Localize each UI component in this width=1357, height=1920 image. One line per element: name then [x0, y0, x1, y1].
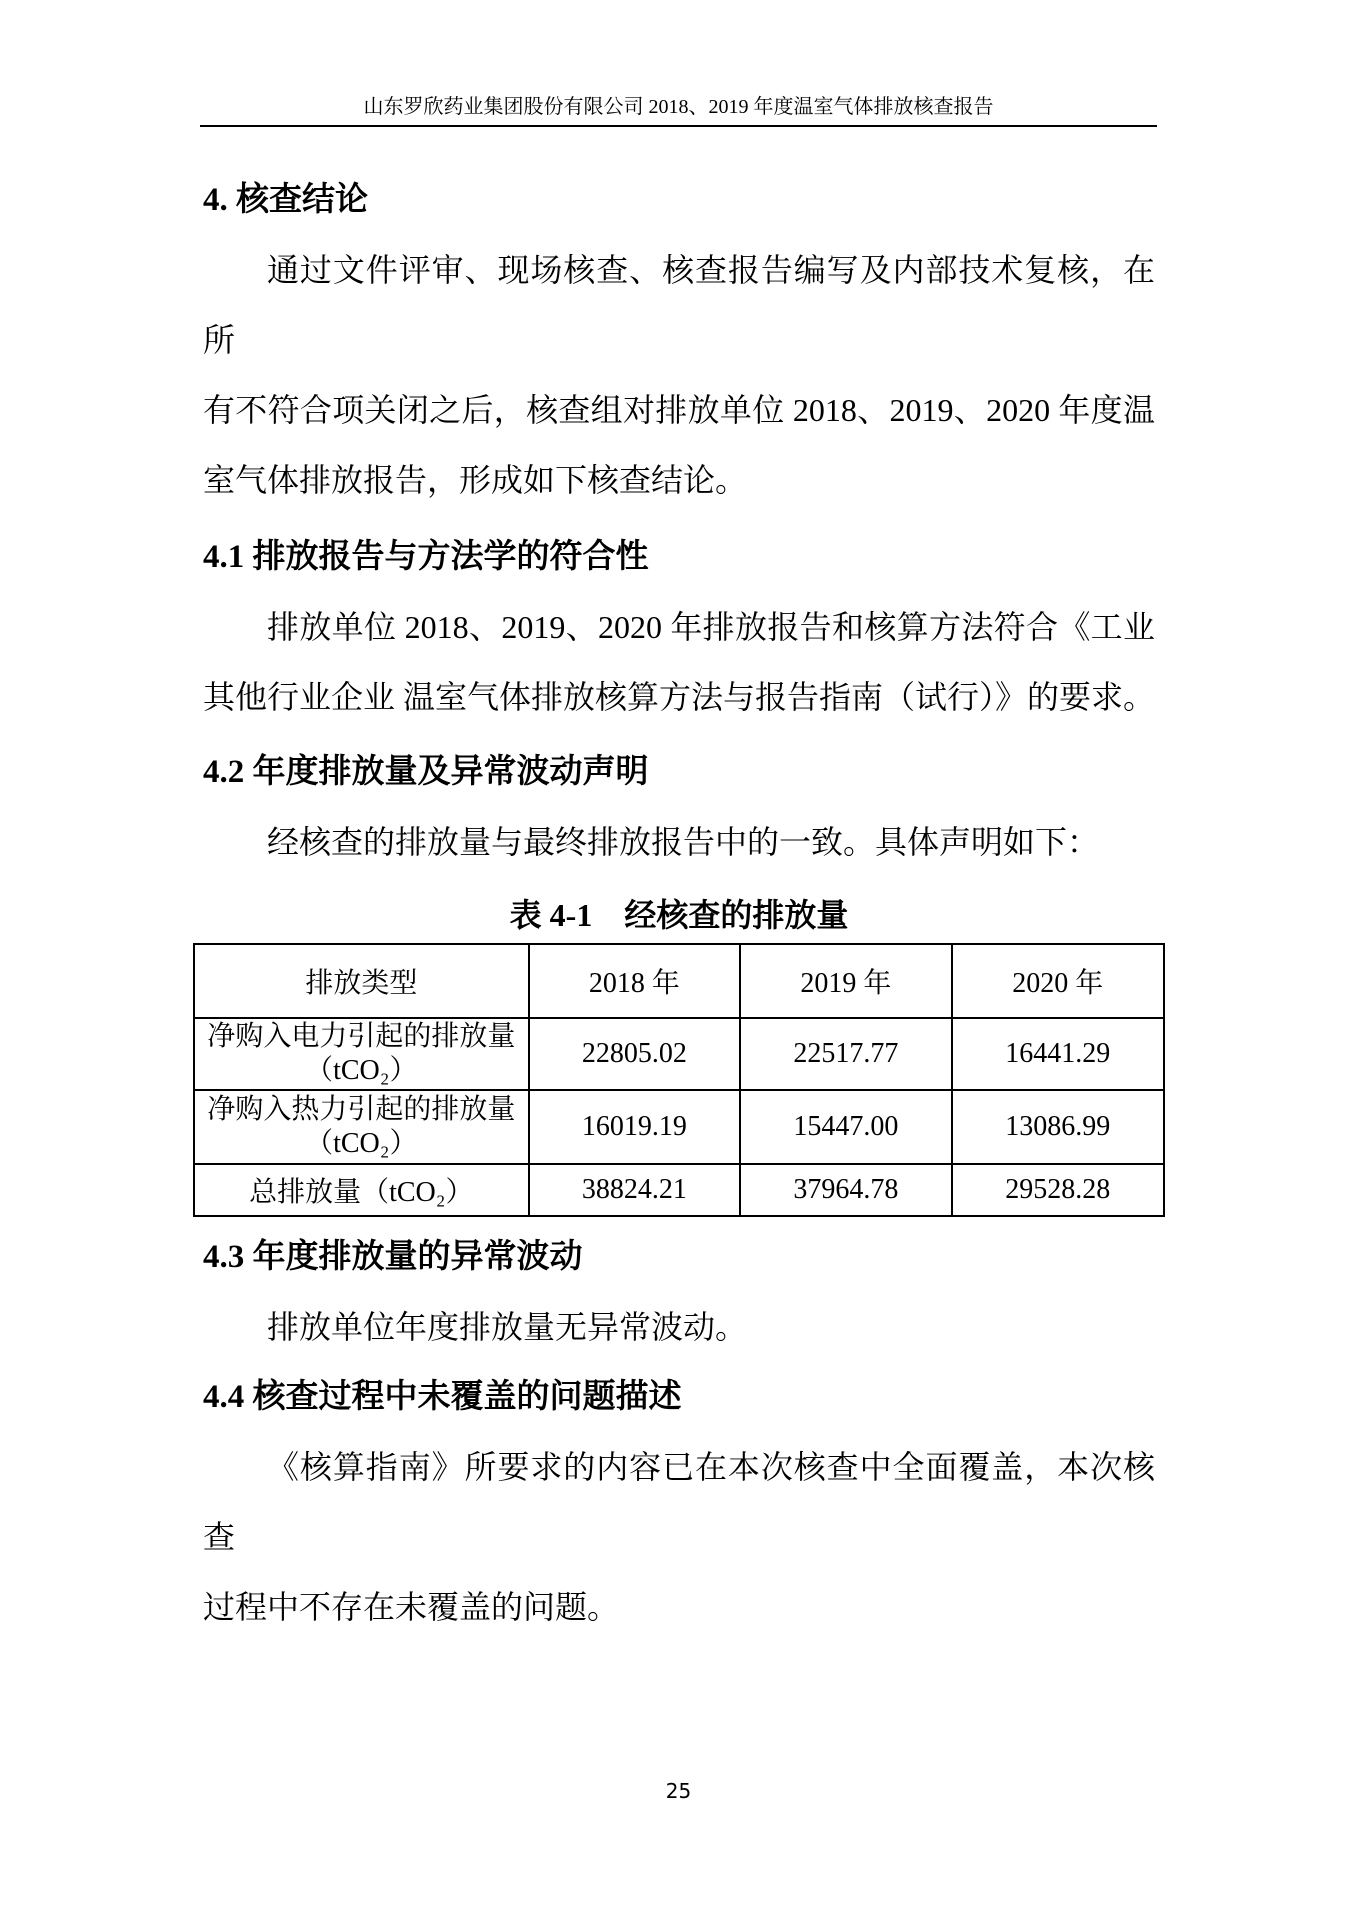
table-cell: 29528.28 — [952, 1164, 1164, 1216]
row-label-line: （tCO₂） — [305, 1128, 418, 1159]
emissions-table — [193, 943, 1165, 1217]
paragraph-line: 有不符合项关闭之后，核查组对排放单位 2018、2019、2020 年度温 — [203, 392, 1155, 428]
column-header-2018: 2018 年 — [529, 944, 740, 1018]
row-label-heat — [194, 1090, 529, 1164]
section-heading-4-2: 4.2 年度排放量及异常波动声明 — [203, 754, 649, 790]
table-cell: 22805.02 — [529, 1018, 740, 1090]
section-heading-4: 4. 核查结论 — [203, 182, 368, 218]
paragraph-line: 经核查的排放量与最终排放报告中的一致。具体声明如下： — [267, 824, 1100, 860]
table-cell: 15447.00 — [740, 1090, 951, 1164]
page-content — [203, 165, 1155, 1642]
table-cell: 22517.77 — [740, 1018, 951, 1090]
column-header-2020: 2020 年 — [952, 944, 1164, 1018]
table-cell: 16441.29 — [952, 1018, 1164, 1090]
row-label-line: 净购入热力引起的排放量 — [207, 1094, 516, 1125]
table-cell: 38824.21 — [529, 1164, 740, 1216]
table-header-row — [194, 944, 1164, 1018]
row-label-electricity — [194, 1018, 529, 1090]
column-header-2019: 2019 年 — [740, 944, 951, 1018]
paragraph-line: 过程中不存在未覆盖的问题。 — [203, 1589, 620, 1625]
section-heading-4-1: 4.1 排放报告与方法学的符合性 — [203, 539, 649, 575]
table-cell: 13086.99 — [952, 1090, 1164, 1164]
paragraph-line: 其他行业企业 温室气体排放核算方法与报告指南（试行）》的要求。 — [203, 679, 1156, 715]
paragraph-line: 排放单位年度排放量无异常波动。 — [267, 1309, 748, 1345]
running-header-title: 山东罗欣药业集团股份有限公司 2018、2019 年度温室气体排放核查报告 — [363, 96, 994, 118]
table-row-electricity — [194, 1018, 1164, 1090]
table-cell: 16019.19 — [529, 1090, 740, 1164]
section-heading-4-4: 4.4 核查过程中未覆盖的问题描述 — [203, 1379, 682, 1415]
section-heading-4-3: 4.3 年度排放量的异常波动 — [203, 1239, 583, 1275]
table-row-total — [194, 1164, 1164, 1216]
column-header-emission-type: 排放类型 — [194, 944, 529, 1018]
paragraph-line: 排放单位 2018、2019、2020 年排放报告和核算方法符合《工业 — [267, 609, 1155, 645]
page-number: 25 — [665, 1779, 692, 1803]
table-cell: 37964.78 — [740, 1164, 951, 1216]
row-label-line: （tCO₂） — [305, 1055, 418, 1086]
row-label-line: 净购入电力引起的排放量 — [207, 1021, 516, 1052]
table-row-heat — [194, 1090, 1164, 1164]
paragraph-line: 通过文件评审、现场核查、核查报告编写及内部技术复核，在所 — [203, 252, 1155, 358]
paragraph-line: 室气体排放报告，形成如下核查结论。 — [203, 462, 748, 498]
paragraph-line: 《核算指南》所要求的内容已在本次核查中全面覆盖，本次核查 — [203, 1449, 1155, 1555]
row-label-total: 总排放量（tCO₂） — [194, 1164, 529, 1216]
table-caption: 表 4-1 经核查的排放量 — [509, 897, 849, 933]
running-header — [200, 0, 1157, 127]
